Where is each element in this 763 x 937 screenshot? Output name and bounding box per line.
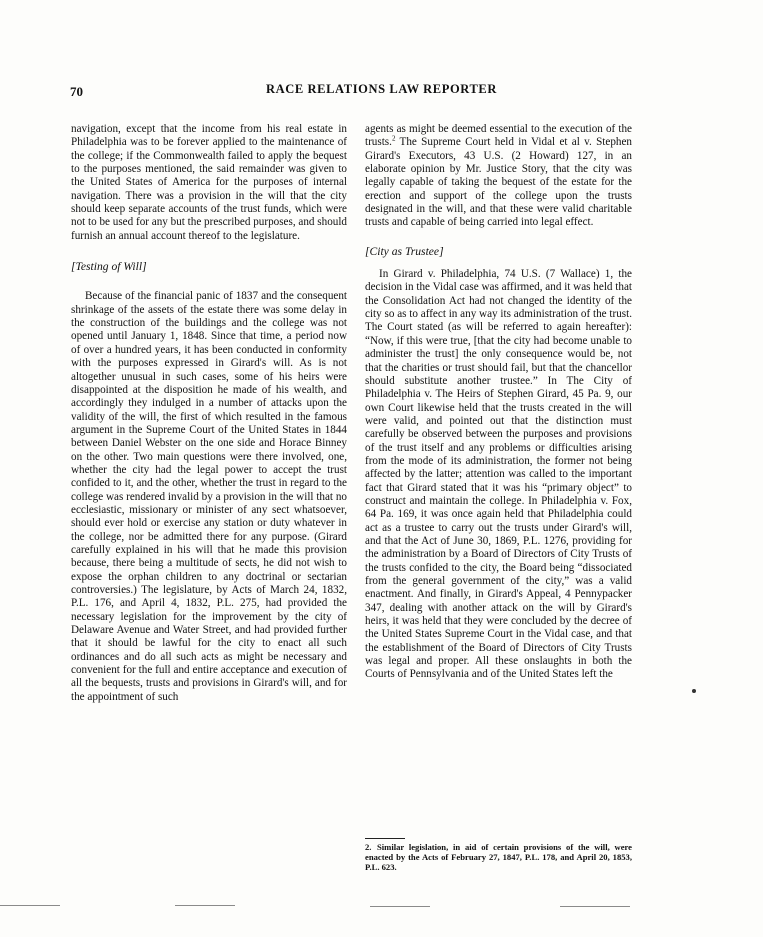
- running-title: RACE RELATIONS LAW REPORTER: [266, 82, 497, 96]
- scan-edge-mark: [560, 906, 630, 907]
- right-column: [365, 123, 632, 682]
- section-heading-testing-of-will: [Testing of Will]: [71, 260, 147, 274]
- scan-edge-mark: [0, 905, 60, 906]
- left-paragraph-panic: Because of the financial panic of 1837 and the consequent shrinkage of the assets of the estate there was some delay in the construction of the buildings and the college was not opened until January 1, 1848. Since that time, a period now of over a hundred years, it has been conducted in conformity with the purposes expressed in Girard's will. As is not altogether unusual in such cases, some of his heirs were disappointed at the disposition he made of his wealth, and accordingly they indulged in a number of attacks upon the validity of the will, the first of which resulted in the famous argument in the Supreme Court of the United States in 1844 between Daniel Webster on the one side and Horace Binney on the other. Two main questions were there involved, one, whether the city had the legal power to accept the trust confided to it, and the other, whether the trust in regard to the college was rendered invalid by a provision in the will that no ecclesiastic, missionary or minister of any sect whatsoever, should ever hold or exercise any station or duty whatever in the college, nor be admitted there for any purpose. (Girard carefully explained in his will that he made this provision because, there being a multitude of sects, he did not wish to expose the orphan children to any doctrinal or sectarian controversies.) The legislature, by Acts of March 24, 1832, P.L. 176, and April 4, 1832, P.L. 275, had provided the necessary legislation for the improvement by the city of Delaware Avenue and Water Street, and had provided further that it should be lawful for the city to enact all such ordinances and do all such acts as might be necessary and convenient for the full and entire acceptance and execution of all the bequests, trusts and provisions in Girard's will, and for the appointment of such: [71, 290, 347, 703]
- footnote-text: Similar legislation, in aid of certain provisions of the will, were enacted by the Acts of February 27, 1847, P.L. 178, and April 20, 1853, P.L. 623.: [365, 842, 632, 872]
- scan-speck: [692, 689, 696, 693]
- scan-edge-mark: [370, 906, 430, 907]
- scan-edge-mark: [175, 905, 235, 906]
- right-paragraph-agents-cont: The Supreme Court held in Vidal et al v. Stephen Girard's Executors, 43 U.S. (2 Howard) 127, in an elaborate opinion by Mr. Justice Story, that the city was legally capable of taking the bequest of the estate for the erection and support of the college upon the trusts designated in the will, and that these were valid charitable trusts and capable of being carried into legal effect.: [365, 136, 632, 229]
- footnote-number: 2.: [365, 842, 372, 852]
- page-number: 70: [70, 84, 83, 99]
- right-paragraph-agents: [365, 123, 632, 230]
- footnote-reference[interactable]: 2: [391, 134, 396, 143]
- right-paragraph-agents-text: agents as might be deemed essential to the execution of the trusts.: [365, 123, 632, 149]
- footnote-divider: [365, 838, 405, 839]
- section-heading-city-as-trustee: [City as Trustee]: [365, 244, 444, 258]
- footnote: [365, 843, 632, 872]
- left-column: [71, 123, 347, 704]
- right-paragraph-girard-v-philadelphia: In Girard v. Philadelphia, 74 U.S. (7 Wallace) 1, the decision in the Vidal case was affirmed, and it was held that the Consolidation Act had not changed the identity of the city so as to affect in any way its administration of the trust. The Court stated (as will be referred to again hereafter): “Now, if this were true, [that the city had become unable to administer the trust] the only consequence would be, not that the charities or trust should fail, but that the chancellor should substitute another trustee.” In The City of Philadelphia v. The Heirs of Stephen Girard, 45 Pa. 9, our own Court likewise held that the trusts created in the will were valid, and pointed out that the distinction must carefully be observed between the purposes and provisions of the trust itself and any problems or difficulties arising from the mode of its administration, the former not being affected by the latter; attention was called to the important fact that Girard stated that it was his “primary object” to construct and maintain the college. In Philadelphia v. Fox, 64 Pa. 169, it was once again held that Philadelphia could act as a trustee to carry out the trusts under Girard's will, and that the Act of June 30, 1869, P.L. 1276, providing for the administration by a Board of Directors of City Trusts of the trusts confided to the city, the Board being “dissociated from the general government of the city,” was a valid enactment. And finally, in Girard's Appeal, 4 Pennypacker 347, dealing with another attack on the will by Girard's heirs, it was held that they were concluded by the decree of the United States Supreme Court in the Vidal case, and that the establishment of the Board of Directors of City Trusts was legal and proper. All these onslaughts in both the Courts of Pennsylvania and of the United States left the: [365, 268, 632, 681]
- left-paragraph-continuation: navigation, except that the income from his real estate in Philadelphia was to be forever applied to the maintenance of the college; if the Commonwealth failed to apply the bequest to the purposes mentioned, the said remainder was given to the United States of America for the purposes of internal navigation. There was a provision in the will that the city should keep separate accounts of the trust funds, which were not to be used for any but the prescribed purposes, and should furnish an annual account thereof to the legislature.: [71, 123, 347, 242]
